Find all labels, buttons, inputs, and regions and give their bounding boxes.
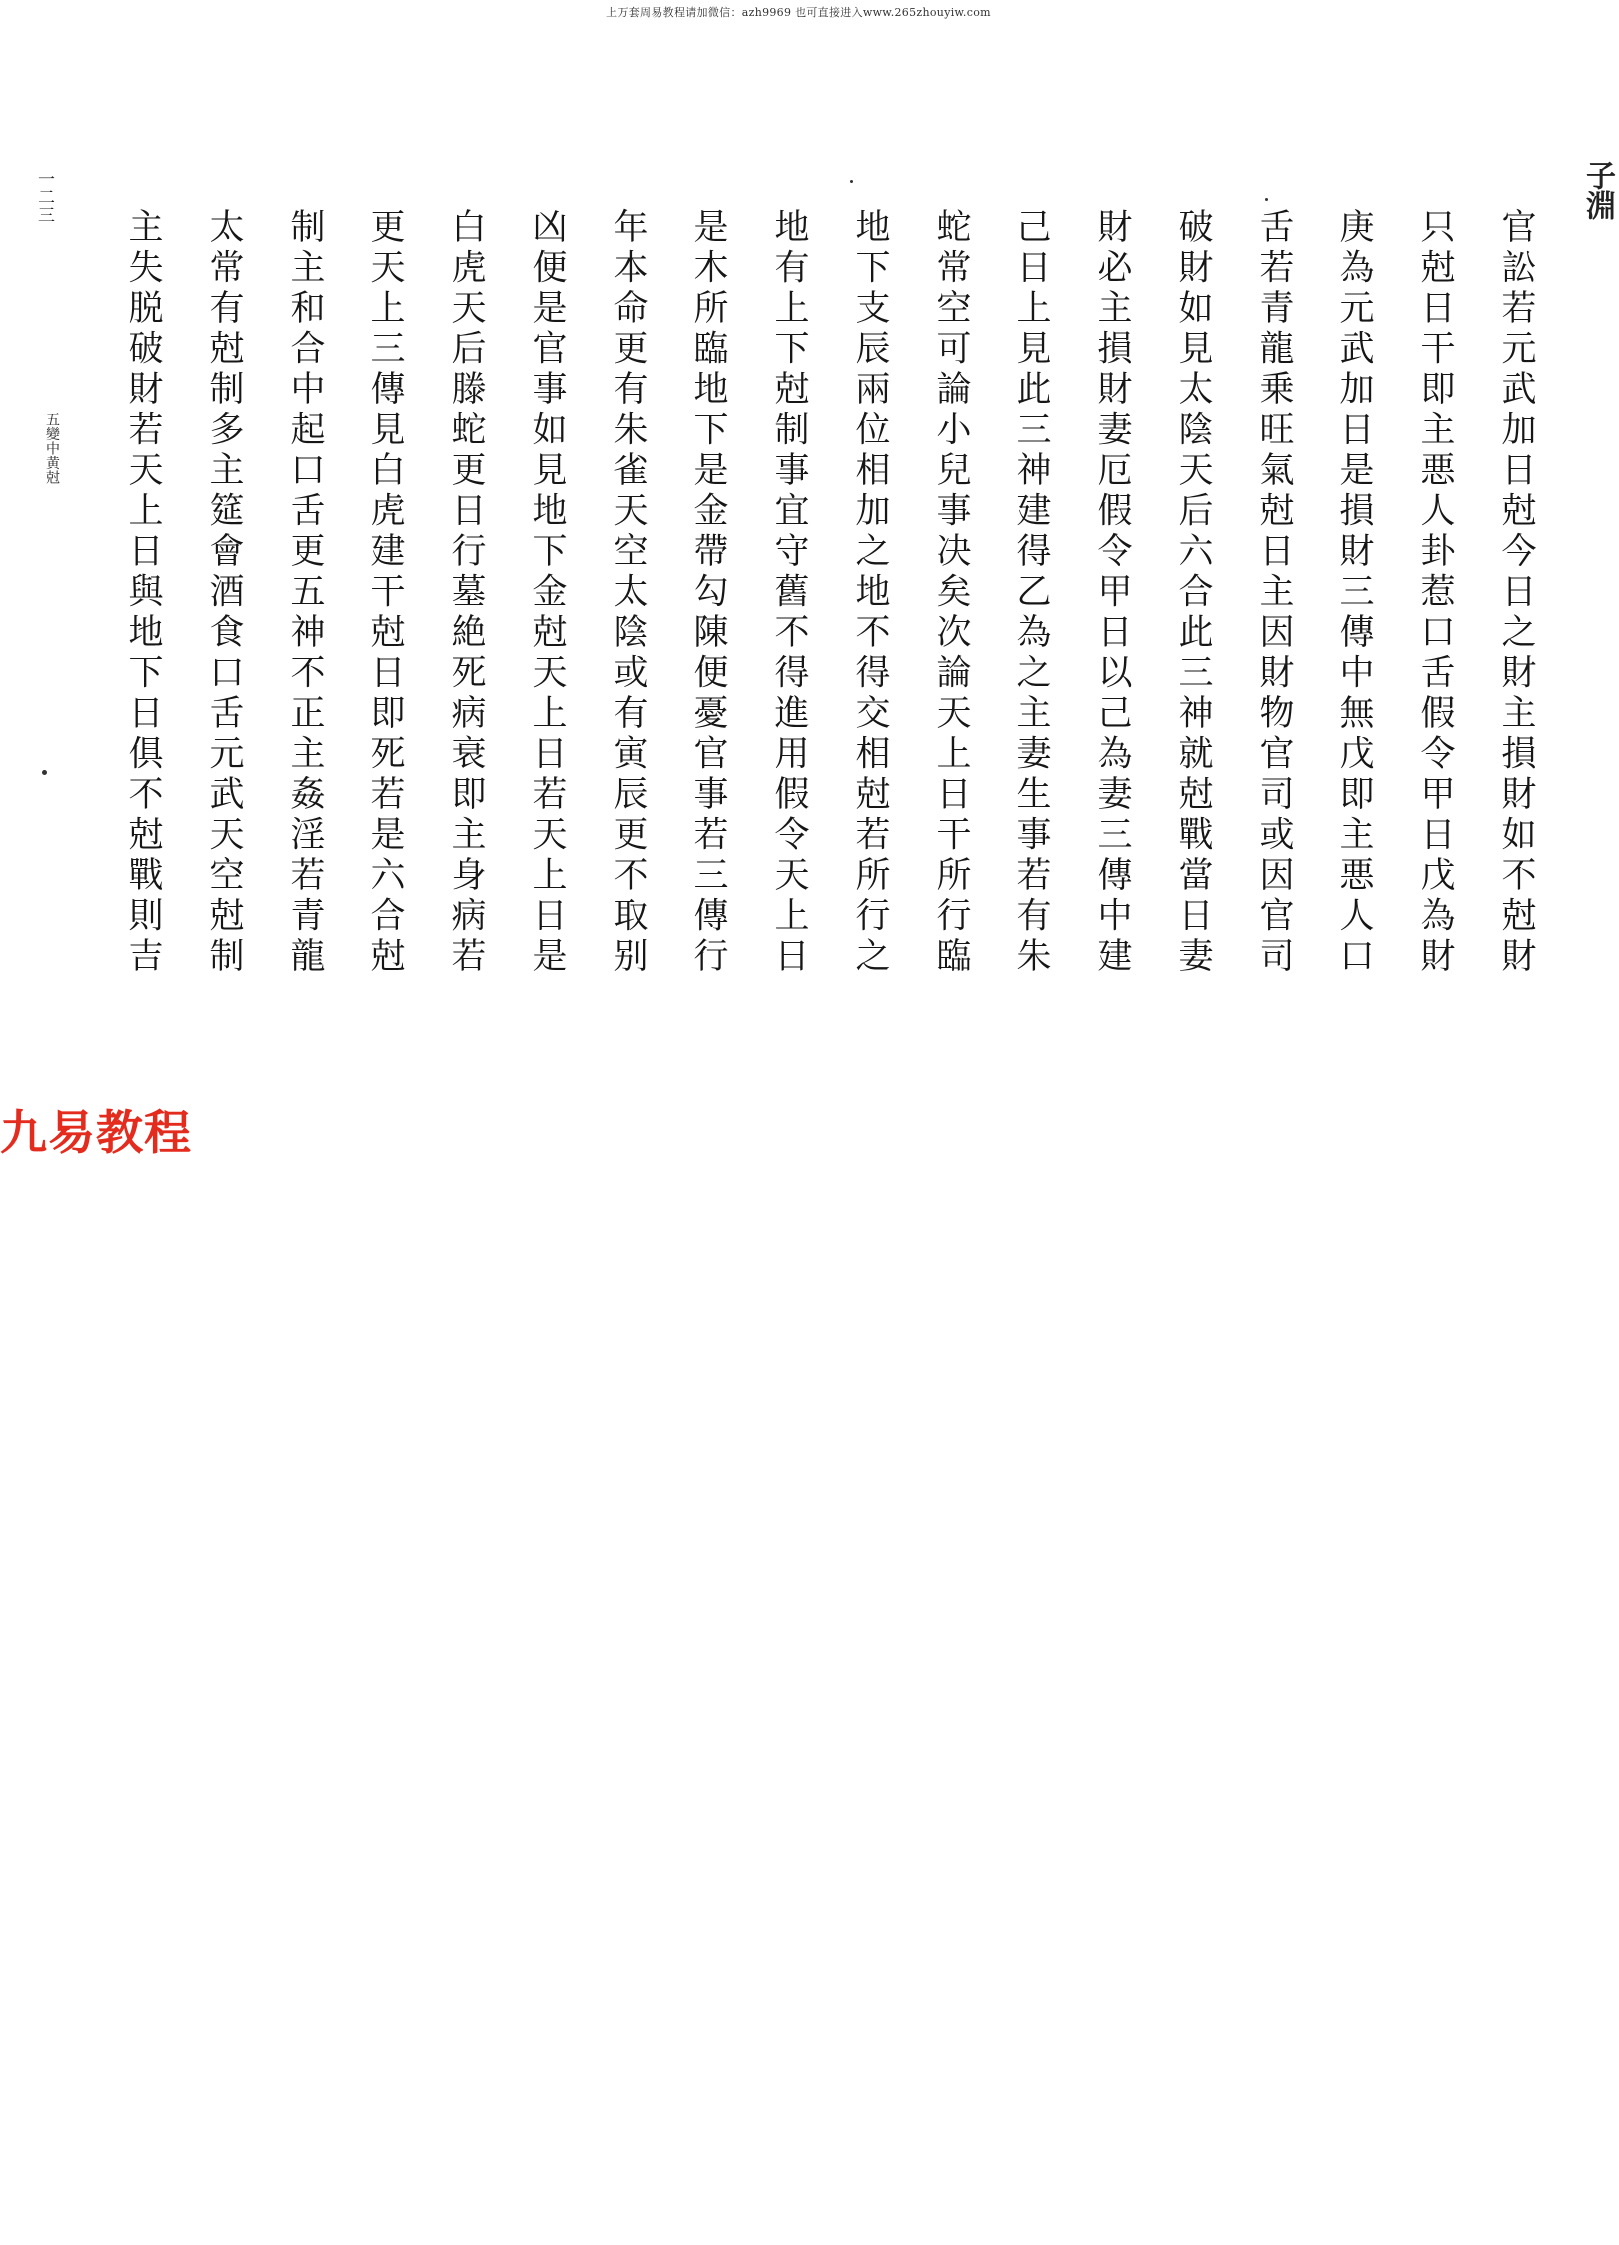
text-column-11: 是木所臨地下是金帶勾陳便憂官事若三傳行 <box>688 208 728 978</box>
text-column-2: 只尅日干即主悪人卦惹口舌假令甲日戊為財 <box>1415 208 1455 978</box>
watermark-logo: 九易教程 <box>0 1106 192 1161</box>
text-column-18: 主失脱破財若天上日與地下日俱不尅戰則吉 <box>123 208 163 978</box>
text-column-1: 官訟若元武加日尅今日之財主損財如不尅財 <box>1496 208 1536 978</box>
text-column-12: 年本命更有朱雀天空太陰或有寅辰更不取别 <box>608 208 648 978</box>
scan-speck <box>850 180 853 183</box>
text-column-6: 財必主損財妻厄假令甲日以己為妻三傳中建 <box>1092 208 1132 978</box>
text-column-16: 制主和合中起口舌更五神不正主姦淫若青龍 <box>285 208 325 978</box>
page-header-fragment: 子淵 <box>1580 160 1615 220</box>
text-column-3: 庚為元武加日是損財三傳中無戊即主悪人口 <box>1334 208 1374 978</box>
text-column-4: 舌若青龍乗旺氣尅日主因財物官司或因官司 <box>1254 208 1294 978</box>
margin-page-number: 一二三 <box>34 170 54 224</box>
top-banner: 上万套周易教程请加微信：azh9969 也可直接进入www.265zhouyiw.com <box>606 6 991 19</box>
text-column-17: 太常有尅制多主筵會酒食口舌元武天空尅制 <box>204 208 244 978</box>
text-column-14: 白虎天后滕蛇更日行墓絶死病衰即主身病若 <box>446 208 486 978</box>
text-column-5: 破財如見太陰天后六合此三神就尅戰當日妻 <box>1173 208 1213 978</box>
scan-speck <box>1265 198 1268 201</box>
text-column-15: 更天上三傳見白虎建干尅日即死若是六合尅 <box>365 208 405 978</box>
text-column-13: 凶便是官事如見地下金尅天上日若天上日是 <box>527 208 567 978</box>
scanned-manuscript-page <box>20 150 1615 980</box>
text-column-8: 蛇常空可論小兒事决矣次論天上日干所行臨 <box>931 208 971 978</box>
margin-note: 五變中黄尅 <box>44 412 60 485</box>
text-column-10: 地有上下尅制事宜守舊不得進用假令天上日 <box>769 208 809 978</box>
scan-speck <box>42 770 47 775</box>
text-column-9: 地下支辰兩位相加之地不得交相尅若所行之 <box>850 208 890 978</box>
text-column-7: 己日上見此三神建得乙為之主妻生事若有朱 <box>1011 208 1051 978</box>
